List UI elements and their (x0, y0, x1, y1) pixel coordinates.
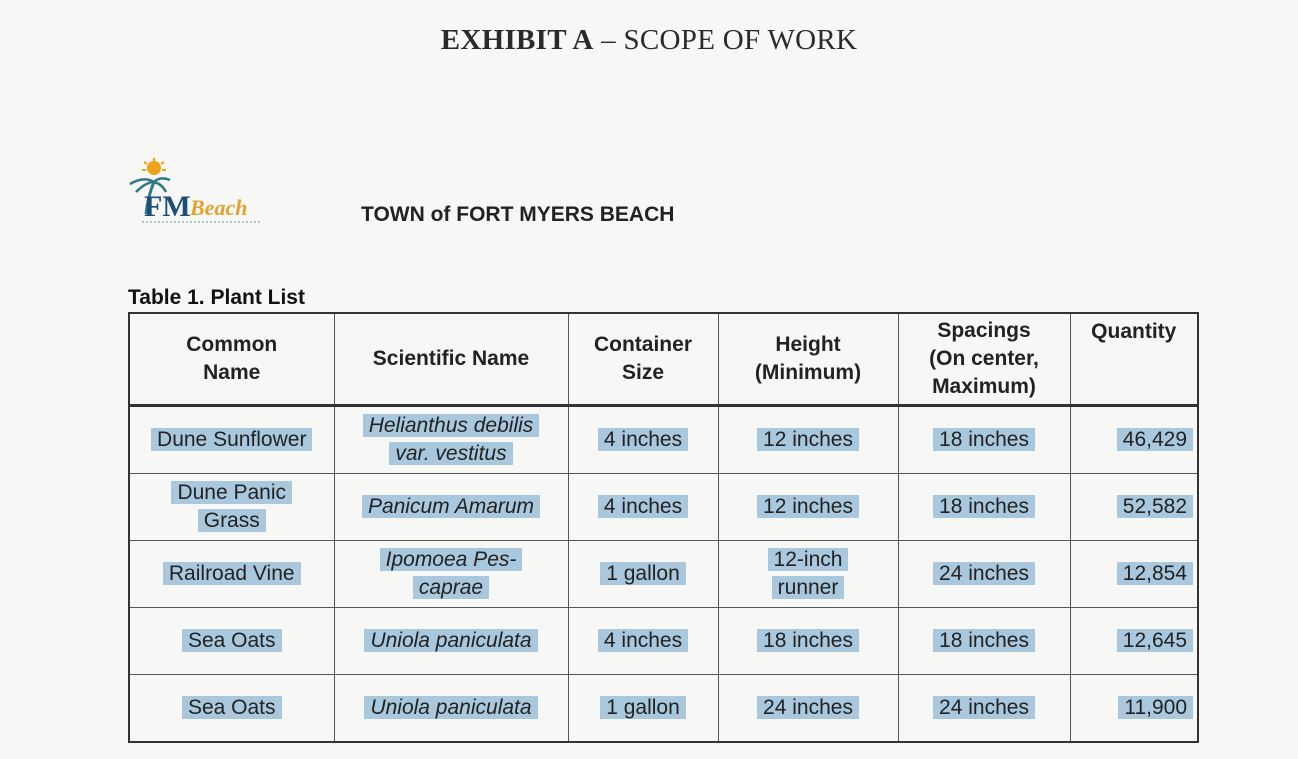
height-cell: 12 inches (718, 406, 898, 474)
scientific-name-cell: Helianthus debilis var. vestitus (334, 406, 568, 474)
logo-fm-text: FM (144, 190, 191, 223)
table-row (129, 541, 1198, 608)
spacing-cell: 18 inches (898, 608, 1070, 675)
header-container-size: Container Size (568, 313, 718, 406)
header-quantity: Quantity (1070, 313, 1198, 406)
table-header-row (129, 313, 1198, 406)
table-caption: Table 1. Plant List (128, 286, 305, 309)
container-size-cell: 4 inches (568, 608, 718, 675)
scientific-name-cell: Panicum Amarum (334, 474, 568, 541)
fmbeach-logo (124, 158, 266, 228)
exhibit-subtitle: – SCOPE OF WORK (593, 24, 858, 56)
container-size-cell: 4 inches (568, 474, 718, 541)
quantity-cell: 11,900 (1070, 675, 1198, 743)
spacing-cell: 24 inches (898, 541, 1070, 608)
header-common-name: Common Name (129, 313, 334, 406)
quantity-cell: 12,645 (1070, 608, 1198, 675)
quantity-cell: 52,582 (1070, 474, 1198, 541)
spacing-cell: 18 inches (898, 406, 1070, 474)
table-row (129, 608, 1198, 675)
common-name-cell: Sea Oats (129, 675, 334, 743)
common-name-cell: Railroad Vine (129, 541, 334, 608)
spacing-cell: 24 inches (898, 675, 1070, 743)
header-spacings: Spacings (On center, Maximum) (898, 313, 1070, 406)
scientific-name-cell: Ipomoea Pes- caprae (334, 541, 568, 608)
table-row (129, 474, 1198, 541)
table-row (129, 675, 1198, 743)
scientific-name-cell: Uniola paniculata (334, 608, 568, 675)
quantity-cell: 12,854 (1070, 541, 1198, 608)
container-size-cell: 1 gallon (568, 541, 718, 608)
fmbeach-logo-icon (124, 158, 266, 228)
town-name: TOWN of FORT MYERS BEACH (361, 203, 675, 226)
common-name-cell: Dune Panic Grass (129, 474, 334, 541)
header-scientific-name: Scientific Name (334, 313, 568, 406)
container-size-cell: 1 gallon (568, 675, 718, 743)
height-cell: 18 inches (718, 608, 898, 675)
quantity-cell: 46,429 (1070, 406, 1198, 474)
container-size-cell: 4 inches (568, 406, 718, 474)
common-name-cell: Sea Oats (129, 608, 334, 675)
height-cell: 12 inches (718, 474, 898, 541)
scientific-name-cell: Uniola paniculata (334, 675, 568, 743)
spacing-cell: 18 inches (898, 474, 1070, 541)
exhibit-label: EXHIBIT A (440, 24, 594, 56)
height-cell: 24 inches (718, 675, 898, 743)
plant-list-table (128, 312, 1199, 743)
height-cell: 12-inch runner (718, 541, 898, 608)
logo-beach-text: Beach (190, 195, 248, 220)
common-name-cell: Dune Sunflower (129, 406, 334, 474)
header-height: Height (Minimum) (718, 313, 898, 406)
table-row (129, 406, 1198, 474)
exhibit-title (0, 24, 1298, 57)
